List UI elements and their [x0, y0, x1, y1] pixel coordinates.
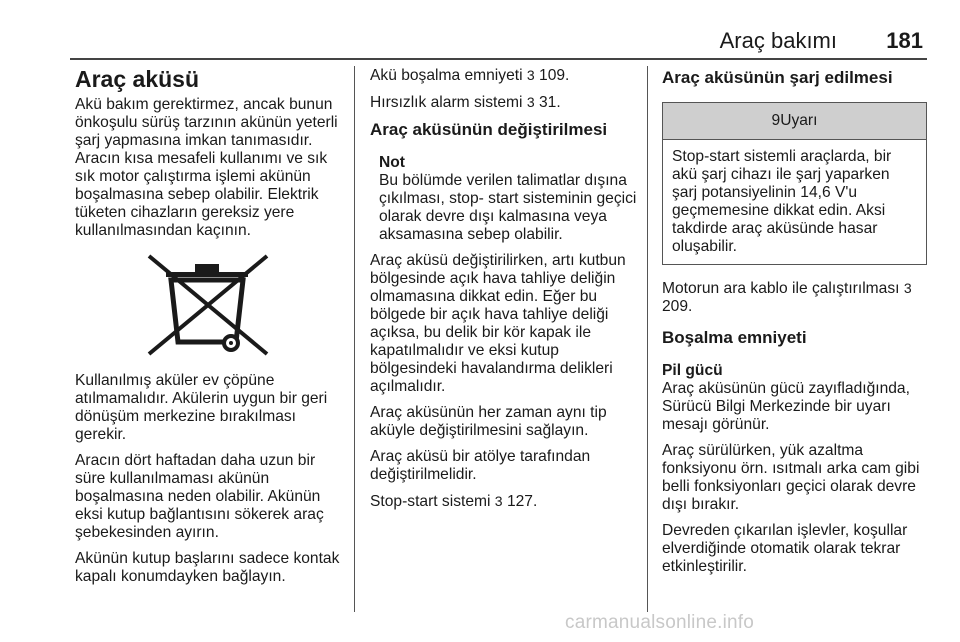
reference-arrow-icon: 3 [903, 280, 912, 296]
note-block [379, 154, 640, 244]
column-1 [75, 66, 345, 594]
reference-arrow-icon: 3 [494, 493, 503, 509]
column-2 [370, 66, 640, 519]
paragraph: Araç aküsü değiştirilirken, artı kutbun bölgesinde açık hava tahliye deliğin olmamasına dikkat edin. Eğer bu bölgede bir açık hava tahliye deliği açıksa, bu delik bir kör kapak ile kapatılmalıdır ve eksi kutup bölgesindeki havalandırma delikleri açılmalıdır. [370, 252, 626, 395]
warning-box [662, 102, 927, 265]
note-label: Not [379, 154, 405, 171]
paragraph: Araç aküsünün her zaman aynı tip aküyle değiştirilmesini sağlayın. [370, 404, 607, 439]
column-3 [662, 66, 927, 584]
warning-title: Uyarı [780, 112, 818, 129]
section-title: Araç bakımı [719, 28, 837, 53]
paragraph: Akünün kutup başlarını sadece kontak kapalı konumdayken bağlayın. [75, 550, 340, 585]
column-divider-2 [647, 66, 648, 612]
reference-arrow-icon: 3 [526, 94, 535, 110]
page-title: Araç aküsü [75, 66, 200, 92]
page-header [70, 28, 927, 52]
cross-reference: Stop-start sistemi 3 127. [370, 493, 538, 510]
note-text: Bu bölümde verilen talimatlar dışına çıkılması, stop- start sisteminin geçici olarak devre dışı kalmasına veya aksamasına sebep olabilir. [379, 172, 637, 243]
header-rule [70, 58, 927, 60]
section-heading: Boşalma emniyeti [662, 328, 807, 347]
watermark: carmanualsonline.info [565, 612, 755, 633]
cross-reference: Hırsızlık alarm sistemi 3 31. [370, 94, 561, 111]
column-divider-1 [354, 66, 355, 612]
paragraph: Akü bakım gerektirmez, ancak bunun önkoşulu sürüş tarzının akünün yeterli şarj yapmasına imkan tanımasıdır. Aracın kısa mesafeli kullanımı ve sık sık motor çalıştırma işlemi akünün boşalmasına sebep olabilir. Elektrik tüketen cihazların gereksiz yere kullanılmasından kaçının. [75, 96, 338, 239]
paragraph: Araç aküsünün gücü zayıfladığında, Sürücü Bilgi Merkezinde bir uyarı mesajı görünür. [662, 380, 910, 433]
subsection-heading: Pil gücü [662, 362, 723, 379]
paragraph: Aracın dört haftadan daha uzun bir süre kullanılmaması akünün boşalmasına neden olabilir. Akünün eksi kutup bağlantısını sökerek araç şebekesinden ayırın. [75, 452, 324, 541]
cross-reference: Akü boşalma emniyeti 3 109. [370, 67, 570, 84]
reference-arrow-icon: 3 [526, 67, 535, 83]
section-heading: Araç aküsünün şarj edilmesi [662, 68, 893, 87]
section-heading: Araç aküsünün değiştirilmesi [370, 120, 608, 139]
warning-header [663, 103, 926, 140]
paragraph: Araç sürülürken, yük azaltma fonksiyonu örn. ısıtmalı arka cam gibi belli fonksiyonları geçici olarak devre dışı bırakır. [662, 442, 920, 513]
paragraph: Araç aküsü bir atölye tarafından değiştirilmelidir. [370, 448, 591, 483]
crossed-out-bin-icon [133, 250, 283, 360]
cross-reference: Motorun ara kablo ile çalıştırılması 3 209. [662, 280, 912, 315]
warning-icon: 9 [771, 112, 781, 129]
paragraph: Kullanılmış aküler ev çöpüne atılmamalıdır. Akülerin uygun bir geri dönüşüm merkezine bırakılması gerekir. [75, 372, 328, 443]
warning-text: Stop-start sistemli araçlarda, bir akü şarj cihazı ile şarj yaparken şarj potansiyelinin 14,6 V'u geçmemesine dikkat edin. Aksi takdirde araç aküsünde hasar oluşabilir. [672, 148, 892, 255]
paragraph: Devreden çıkarılan işlevler, koşullar elverdiğinde otomatik olarak tekrar etkinleştirilir. [662, 522, 908, 575]
page-number: 181 [886, 28, 923, 53]
